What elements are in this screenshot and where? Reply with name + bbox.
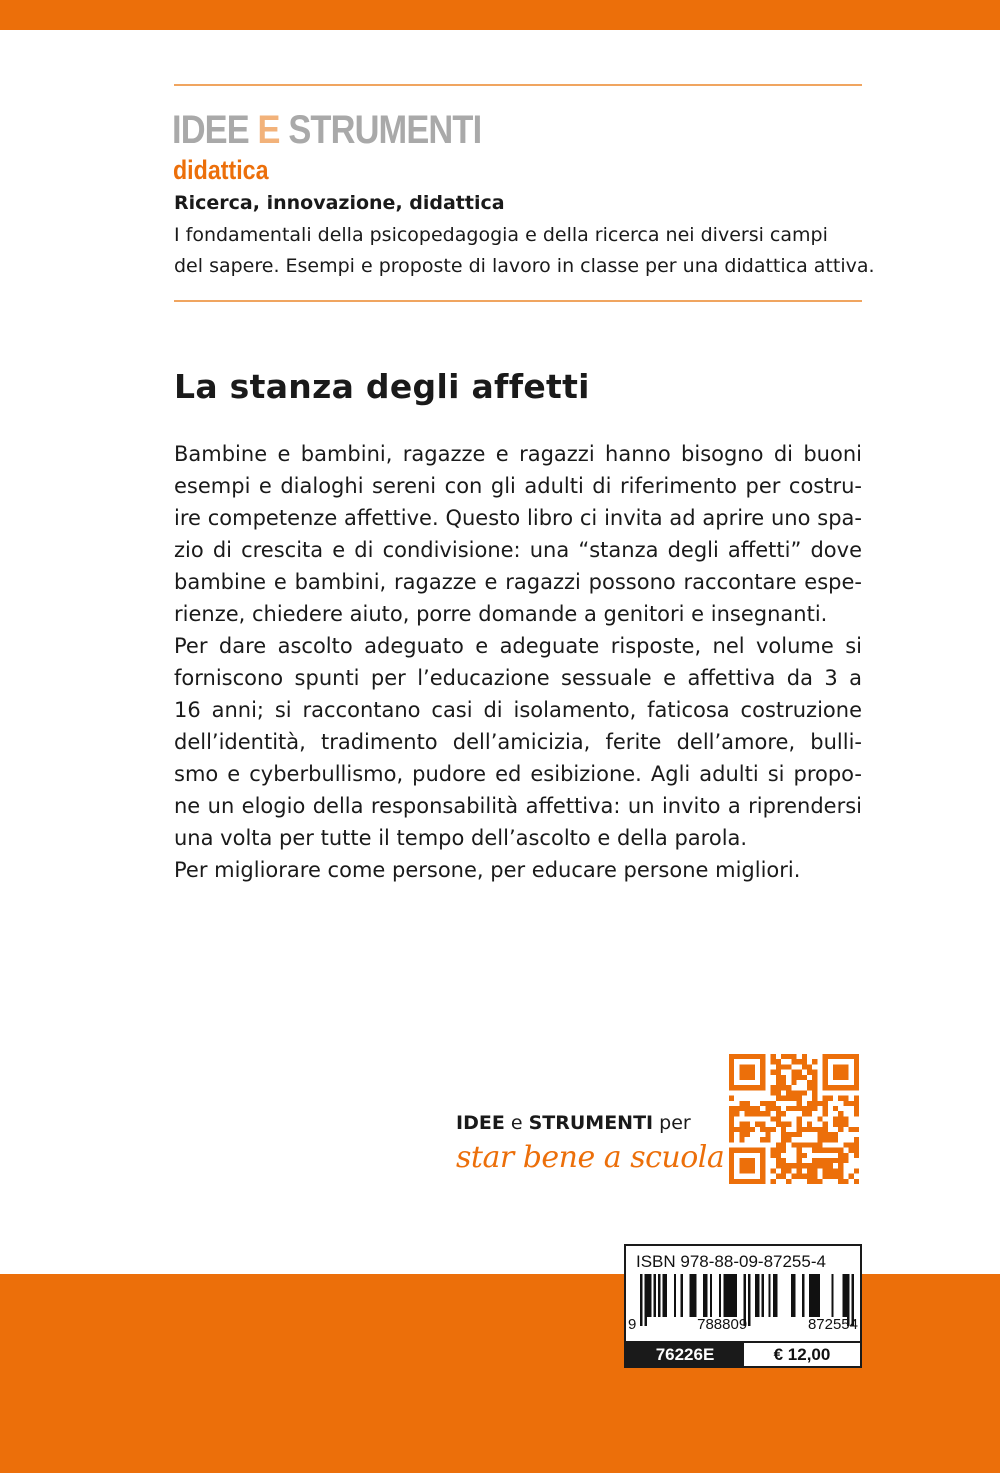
book-title: La stanza degli affetti: [174, 367, 590, 406]
blurb-line: bambine e bambini, ragazze e ragazzi possono raccontare espe-: [174, 570, 862, 594]
series-slogan: star bene a scuola: [456, 1140, 725, 1175]
qr-code-icon[interactable]: [729, 1054, 859, 1184]
series-title: IDEE E STRUMENTI: [172, 108, 482, 152]
blurb-line: ire competenze affettive. Questo libro ci invita ad aprire uno spa-: [174, 506, 862, 530]
product-code: 76226E: [626, 1343, 744, 1366]
barcode-digit-group: 872554: [807, 1316, 858, 1333]
blurb-line: smo e cyberbullismo, pudore ed esibizione. Agli adulti si propo-: [174, 762, 862, 786]
blurb-line: rienze, chiedere aiuto, porre domande a genitori e insegnanti.: [174, 602, 828, 626]
barcode-digit-group: 9: [628, 1316, 637, 1333]
blurb-line: ne un elogio della responsabilità affettiva: un invito a riprendersi: [174, 794, 862, 818]
series-top-rule: [174, 84, 862, 86]
blurb-line: forniscono spunti per l’educazione sessuale e affettiva da 3 a: [174, 666, 862, 690]
blurb-line: 16 anni; si raccontano casi di isolamento, faticosa costruzione: [174, 698, 862, 722]
blurb-line: Per migliorare come persone, per educare persone migliori.: [174, 858, 801, 882]
blurb-line: esempi e dialoghi sereni con gli adulti di riferimento per costru-: [174, 474, 862, 498]
series-description-line: I fondamentali della psicopedagogia e della ricerca nei diversi campi: [174, 224, 828, 246]
price-row: [624, 1341, 862, 1368]
series-bottom-rule: [174, 300, 862, 302]
isbn-text: ISBN 978-88-09-87255-4: [636, 1252, 826, 1271]
blurb-line: Per dare ascolto adeguato e adeguate risposte, nel volume si: [174, 634, 862, 658]
series-heading: Ricerca, innovazione, didattica: [174, 192, 505, 214]
book-blurb: [174, 438, 862, 886]
series-claim: IDEE e STRUMENTI per: [456, 1112, 691, 1134]
series-description: [174, 220, 874, 282]
blurb-line: zio di crescita e di condivisione: una “stanza degli affetti” dove: [174, 538, 862, 562]
blurb-line: Bambine e bambini, ragazze e ragazzi hanno bisogno di buoni: [174, 442, 862, 466]
barcode-digits: [628, 1316, 858, 1333]
series-description-line: del sapere. Esempi e proposte di lavoro in classe per una didattica attiva.: [174, 255, 875, 277]
barcode-digit-group: 788809: [697, 1316, 748, 1333]
blurb-line: dell’identità, tradimento dell’amicizia, ferite dell’amore, bulli-: [174, 730, 862, 754]
barcode-label: [624, 1244, 862, 1368]
top-orange-band: [0, 0, 1000, 30]
series-subtitle: didattica: [173, 155, 269, 185]
blurb-line: una volta per tutte il tempo dell’ascolto e della parola.: [174, 826, 748, 850]
price: € 12,00: [744, 1343, 860, 1366]
